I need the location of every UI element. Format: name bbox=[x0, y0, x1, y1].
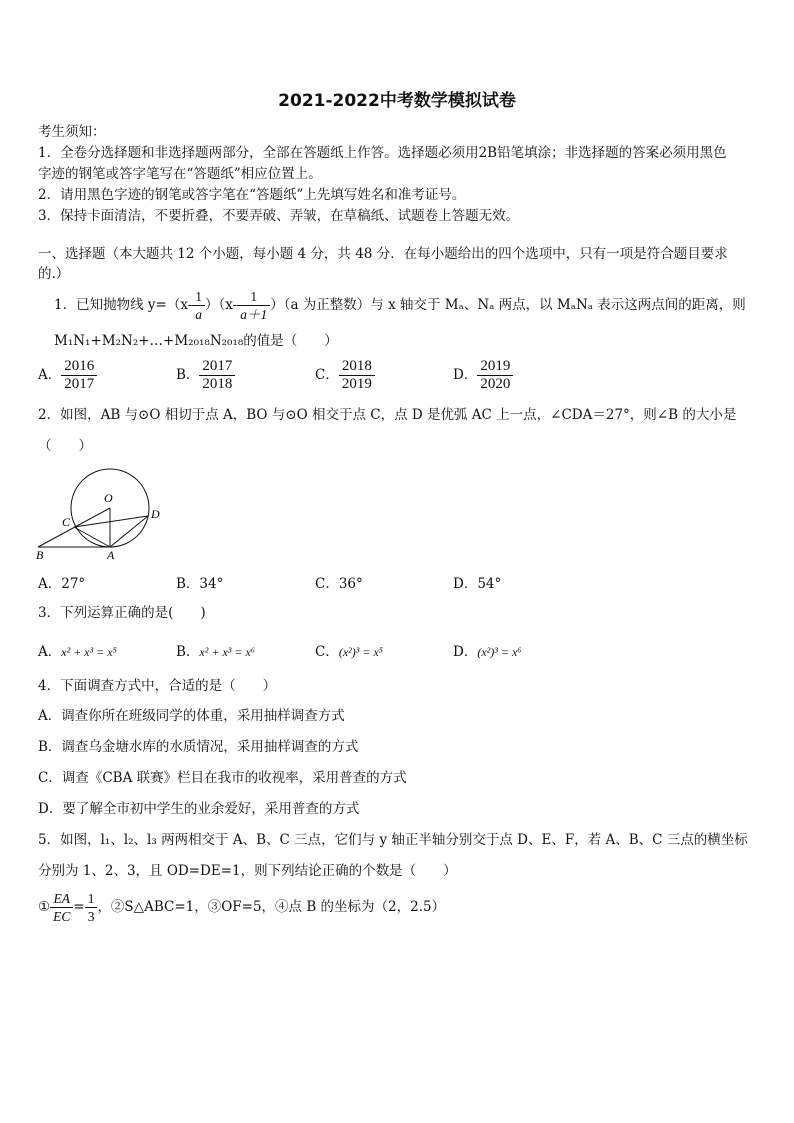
q2-geometry-figure bbox=[34, 468, 174, 560]
q5-statements: ① $\frac{EA}{EC}$ = $\frac{1}{3}$ ，②S△ABC=1，③OF=5，④点 B 的坐标为（2，2.5） bbox=[38, 891, 446, 924]
q2-option-a: A．27° bbox=[38, 576, 86, 592]
q1-fraction-1: $\frac{1}{a}$ bbox=[192, 288, 205, 323]
notice-line: 3．保持卡面清洁，不要折叠，不要弄破、弄皱，在草稿纸、试题卷上答题无效。 bbox=[38, 208, 520, 224]
notice-line: 字迹的钢笔或答字笔写在“答题纸”相应位置上。 bbox=[38, 166, 322, 182]
q1-option-c: C． $\frac{2018}{2019}$ bbox=[315, 358, 375, 393]
q2-stem-cont: （ ） bbox=[38, 438, 92, 454]
q3-option-c: C．(x²)³ = x⁵ bbox=[315, 644, 383, 660]
notice-line: 2．请用黑色字迹的钢笔或答字笔在“答题纸”上先填写姓名和准考证号。 bbox=[38, 187, 466, 203]
notice-heading: 考生须知： bbox=[38, 124, 106, 140]
page-title: 2021-2022中考数学模拟试卷 bbox=[278, 91, 516, 111]
q3-option-b: B．x² + x³ = x⁶ bbox=[176, 644, 255, 660]
q1-fraction-2: $\frac{1}{a+1}$ bbox=[237, 288, 270, 323]
q1-option-b: B． $\frac{2017}{2018}$ bbox=[176, 358, 235, 393]
q4-option-c: C．调查《CBA 联赛》栏目在我市的收视率，采用普查的方式 bbox=[38, 770, 407, 786]
q1-stem-cont: M₁N₁+M₂N₂+…+M₂₀₁₈N₂₀₁₈的值是（ ） bbox=[54, 333, 338, 349]
section-heading-cont: 的.） bbox=[38, 266, 70, 282]
q1-option-a: A． $\frac{2016}{2017}$ bbox=[38, 358, 97, 393]
label-a: A bbox=[107, 548, 115, 560]
q2-option-b: B．34° bbox=[176, 576, 224, 592]
q2-option-d: D．54° bbox=[453, 576, 502, 592]
section-heading: 一、选择题（本大题共 12 个小题，每小题 4 分，共 48 分．在每小题给出的四个选项中，只有一项是符合题目要求 bbox=[38, 246, 728, 262]
q1-option-d: D． $\frac{2019}{2020}$ bbox=[453, 358, 513, 393]
label-b: B bbox=[36, 548, 44, 560]
q3-option-a: A．x² + x³ = x⁵ bbox=[38, 644, 117, 660]
q4-option-a: A．调查你所在班级同学的体重，采用抽样调查方式 bbox=[38, 708, 345, 724]
q5-stem-cont: 分别为 1、2、3，且 OD=DE=1，则下列结论正确的个数是（ ） bbox=[38, 863, 457, 879]
label-o: O bbox=[104, 491, 113, 505]
q4-option-b: B．调查乌金塘水库的水质情况，采用抽样调查的方式 bbox=[38, 739, 359, 755]
q3-stem: 3．下列运算正确的是( ) bbox=[38, 605, 206, 621]
q3-option-d: D．(x²)³ = x⁶ bbox=[453, 644, 522, 660]
q4-option-d: D．要了解全市初中学生的业余爱好，采用普查的方式 bbox=[38, 801, 360, 817]
notice-line: 1．全卷分选择题和非选择题两部分，全部在答题纸上作答。选择题必须用2B铅笔填涂；非选择题的答案必须用黑色 bbox=[38, 145, 727, 161]
segment-ca bbox=[74, 527, 110, 547]
q4-stem: 4．下面调查方式中，合适的是（ ） bbox=[38, 678, 277, 694]
q1-stem: 1．已知抛物线 y=（x- $\frac{1}{a}$ ）（x- $\frac{1}{a+1}$ ）（a 为正整数）与 x 轴交于 Mₐ、Nₐ 两点，以 MₐNₐ 表示这两点间的距离，则 bbox=[54, 289, 746, 322]
q2-option-c: C．36° bbox=[315, 576, 363, 592]
q2-stem: 2．如图，AB 与⊙O 相切于点 A，BO 与⊙O 相交于点 C，点 D 是优弧 AC 上一点，∠CDA＝27°，则∠B 的大小是 bbox=[38, 407, 737, 423]
label-d: D bbox=[151, 507, 160, 521]
q5-stem: 5．如图，l₁、l₂、l₃ 两两相交于 A、B、C 三点，它们与 y 轴正半轴分别交于点 D、E、F，若 A、B、C 三点的横坐标 bbox=[38, 832, 748, 848]
label-c: C bbox=[62, 515, 71, 529]
